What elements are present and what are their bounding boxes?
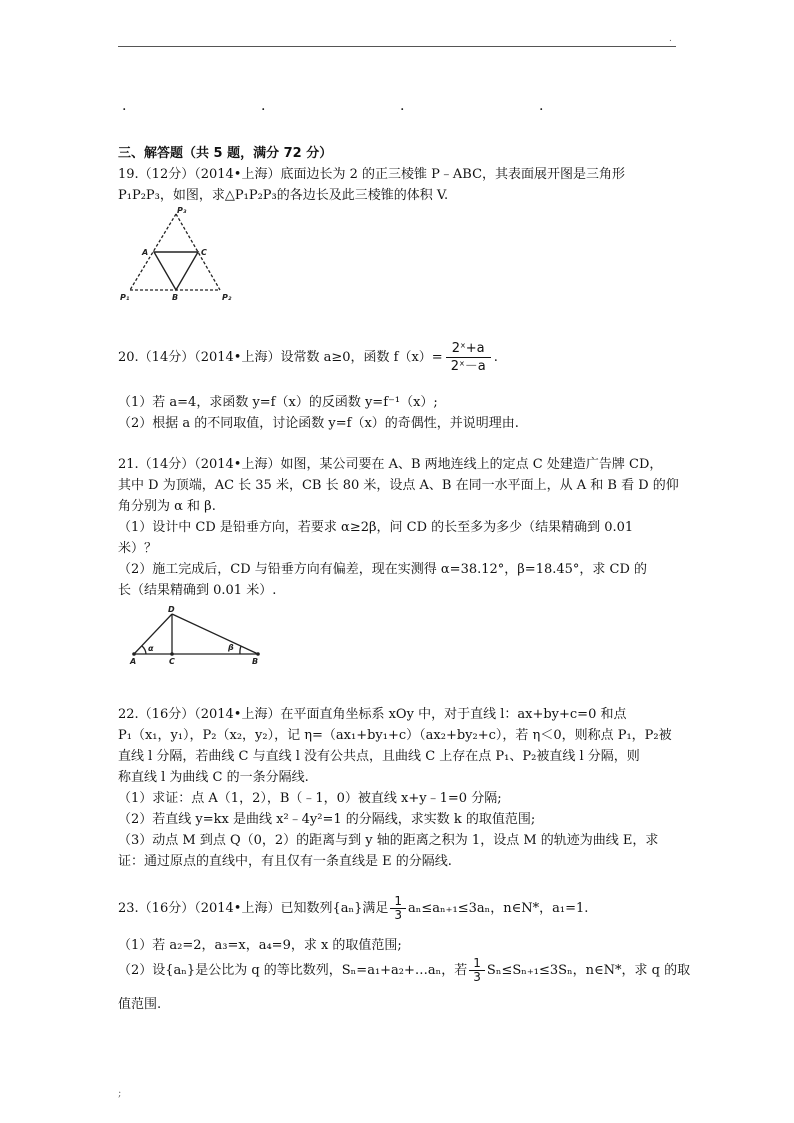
q23-part-2-fraction — [469, 957, 485, 984]
label-b2: B — [252, 657, 259, 666]
q20-part-1: （1）若 a=4，求函数 y=f（x）的反函数 y=f⁻¹（x）; — [118, 395, 438, 410]
label-c: C — [201, 248, 207, 257]
q22-line-2: P₁（x₁，y₁），P₂（x₂，y₂），记 η=（ax₁+by₁+c）（ax₂+by₂+c），若 η＜0，则称点 P₁，P₂被 — [118, 728, 672, 743]
q22-line-7: （3）动点 M 到点 Q（0，2）的距离与到 y 轴的距离之积为 1，设点 M 的轨迹为曲线 E，求 — [118, 833, 659, 848]
blank-dot-4: . — [539, 98, 544, 114]
q23-frac-numerator: 1 — [390, 895, 406, 909]
label-d: D — [168, 605, 175, 614]
q20-stem-pre: 20.（14分）（2014•上海）设常数 a≥0，函数 f（x）= — [118, 350, 443, 365]
q23-part-2-line-2: 值范围. — [118, 997, 162, 1012]
q21-line-2: 其中 D 为顶端，AC 长 35 米，CB 长 80 米，设点 A、B 在同一水平面上，从 A 和 B 看 D 的仰 — [118, 478, 679, 493]
q23-stem-post: aₙ≤aₙ₊₁≤3aₙ，n∈N*，a₁=1. — [408, 901, 589, 916]
label-a2: A — [130, 657, 137, 666]
blank-dot-2: . — [261, 98, 266, 114]
q23-part-2-pre: （2）设{aₙ}是公比为 q 的等比数列，Sₙ=a₁+a₂+…aₙ，若 — [118, 963, 468, 978]
q20-frac-denominator: 2ˣ－a — [450, 359, 486, 374]
q23-fraction — [390, 895, 406, 922]
q22-line-6: （2）若直线 y=kx 是曲线 x²﹣4y²=1 的分隔线，求实数 k 的取值范围; — [118, 812, 536, 827]
q20-stem — [118, 340, 498, 375]
q21-line-5: 米）？ — [118, 541, 158, 556]
q19-figure — [116, 204, 236, 304]
q19-line-2: P₁P₂P₃，如图，求△P₁P₂P₃的各边长及此三棱锥的体积 V. — [118, 188, 449, 203]
q23-p2-frac-numerator: 1 — [469, 957, 485, 971]
blank-dot-3: . — [400, 98, 405, 114]
q20-part-2: （2）根据 a 的不同取值，讨论函数 y=f（x）的奇偶性，并说明理由. — [118, 416, 519, 431]
label-p3: P₃ — [177, 206, 187, 215]
q22-line-4: 称直线 l 为曲线 C 的一条分隔线. — [118, 770, 309, 785]
label-beta: β — [228, 643, 234, 652]
label-a: A — [142, 248, 149, 257]
label-p2: P₂ — [222, 293, 232, 302]
q20-frac-numerator: 2ˣ+a — [446, 340, 491, 358]
q23-stem — [118, 895, 588, 922]
blank-dot-1: . — [122, 98, 127, 114]
label-p1: P₁ — [120, 293, 130, 302]
q23-part-2-post: Sₙ≤Sₙ₊₁≤3Sₙ，n∈N*，求 q 的取 — [486, 963, 691, 978]
q23-part-1: （1）若 a₂=2，a₃=x，a₄=9，求 x 的取值范围; — [118, 938, 402, 953]
q20-fraction — [445, 340, 492, 375]
q23-part-2 — [118, 957, 690, 984]
q21-figure — [124, 602, 266, 668]
q23-p2-frac-denominator: 3 — [473, 970, 481, 984]
q19-line-1: 19.（12分）（2014•上海）底面边长为 2 的正三棱锥 P﹣ABC，其表面展开图是三角形 — [118, 167, 626, 182]
q21-line-1: 21.（14分）（2014•上海）如图，某公司要在 A、B 两地连线上的定点 C 处建造广告牌 CD， — [118, 457, 663, 472]
label-alpha: α — [148, 644, 154, 653]
q22-line-3: 直线 l 分隔，若曲线 C 与直线 l 没有公共点，且曲线 C 上存在点 P₁、P₂被直线 l 分隔，则 — [118, 749, 640, 764]
q22-line-5: （1）求证：点 A（1，2），B（﹣1，0）被直线 x+y﹣1=0 分隔; — [118, 791, 502, 806]
footer-mark: ; — [118, 1088, 122, 1099]
q21-line-7: 长（结果精确到 0.01 米）. — [118, 583, 277, 598]
header-corner-mark: . — [669, 34, 672, 44]
q23-stem-pre: 23.（16分）（2014•上海）已知数列{aₙ}满足 — [118, 901, 389, 916]
label-b: B — [172, 293, 179, 302]
header-rule — [118, 46, 676, 47]
q21-line-6: （2）施工完成后，CD 与铅垂方向有偏差，现在实测得 α=38.12°，β=18.45°，求 CD 的 — [118, 562, 648, 577]
section-title: 三、解答题（共 5 题，满分 72 分） — [118, 146, 333, 161]
q20-stem-post: . — [493, 350, 498, 365]
q22-line-1: 22.（16分）（2014•上海）在平面直角坐标系 xOy 中，对于直线 l：ax+by+c=0 和点 — [118, 707, 627, 722]
q23-frac-denominator: 3 — [394, 908, 403, 922]
q21-line-3: 角分别为 α 和 β. — [118, 499, 216, 514]
q21-line-4: （1）设计中 CD 是铅垂方向，若要求 α≥2β，问 CD 的长至多为多少（结果精确到 0.01 — [118, 520, 634, 535]
label-c2: C — [169, 657, 175, 666]
q22-line-8: 证：通过原点的直线中，有且仅有一条直线是 E 的分隔线. — [118, 854, 452, 869]
